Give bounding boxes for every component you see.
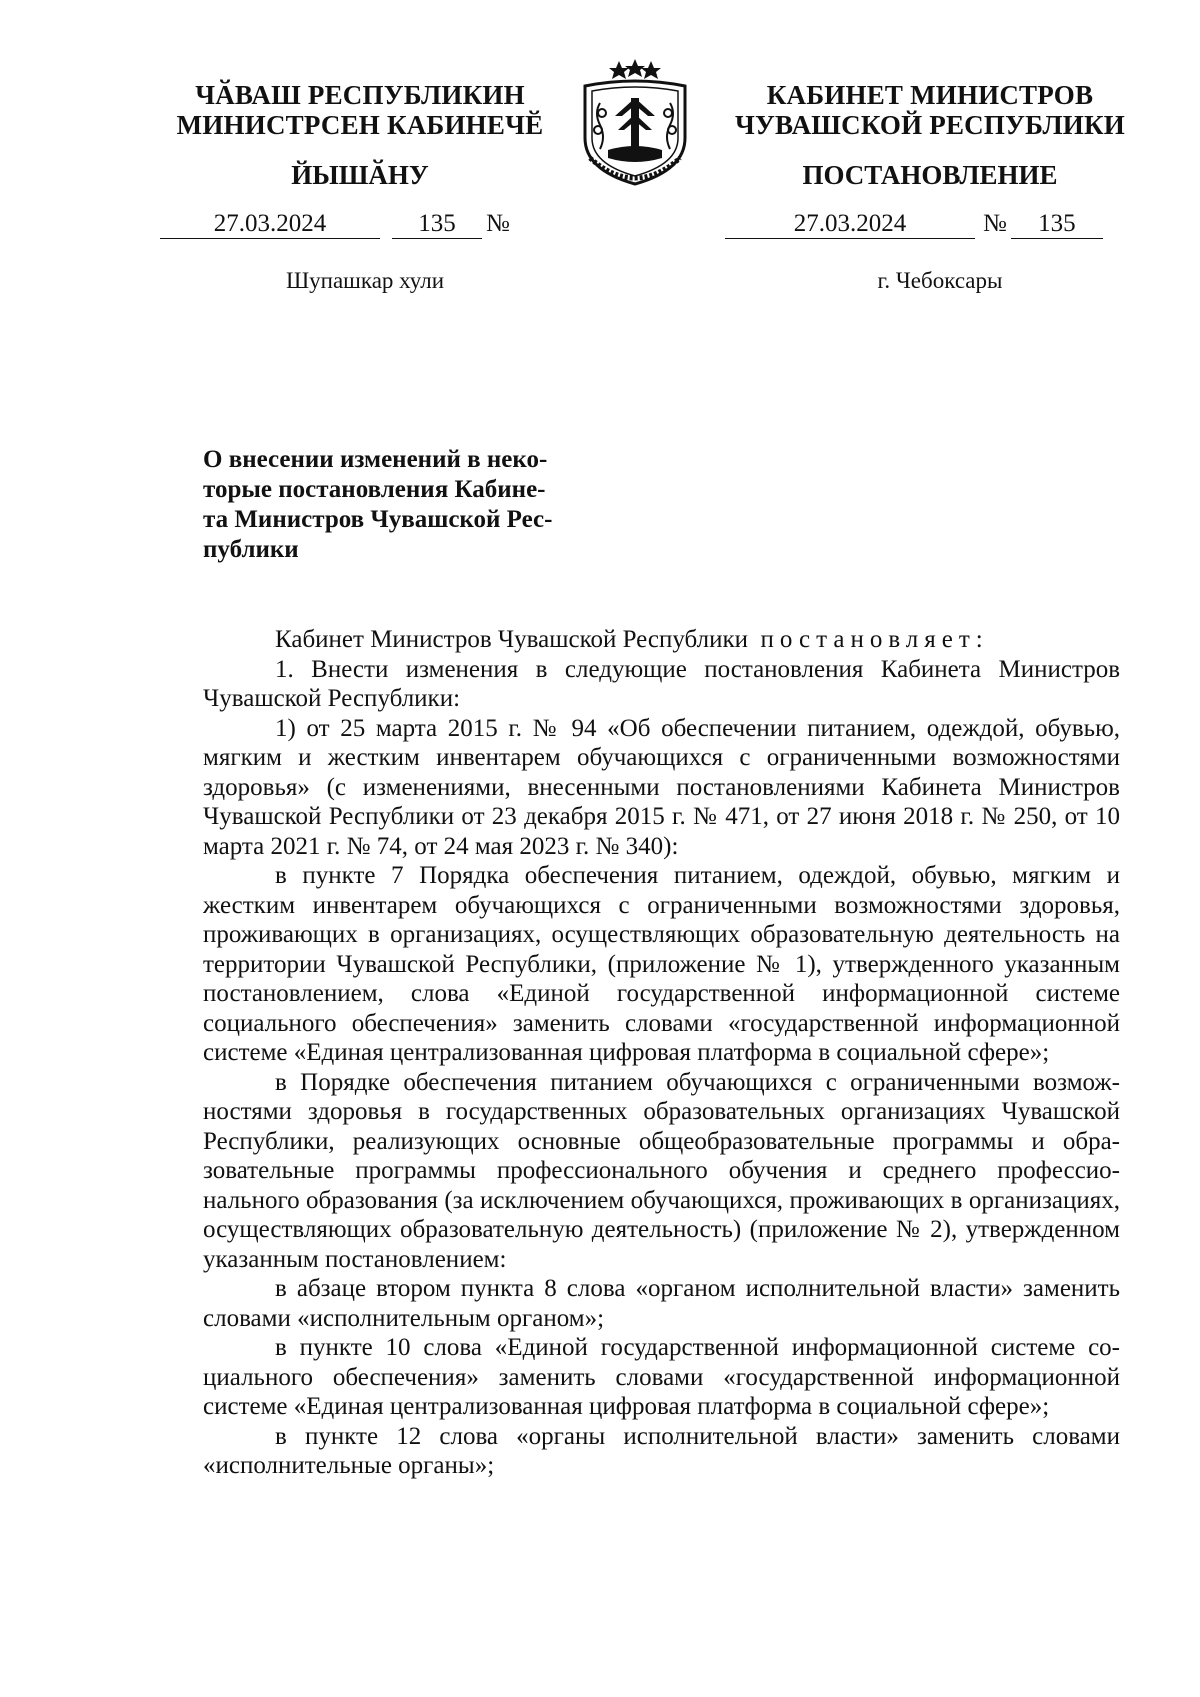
doc-type-russian: ПОСТАНОВЛЕНИЕ — [802, 160, 1058, 190]
document-subject — [203, 445, 578, 565]
enacting-clause-verb: постановляет: — [760, 626, 989, 653]
body-paragraph: в Порядке обеспечения питанием обучающихся с ограниченными возможностями здоровья в государственных образовательных организациях Чувашской Республики, реализующих основные общеобразовательные программы и образовательные программы профессионального обучения и среднего профессионального образования (за исключением обучающихся, проживающих в организациях, осуществляющих образовательную деятельность) (приложение № 2), утвержденном указанным постановлением: — [203, 1068, 1120, 1273]
body-paragraph: в абзаце втором пункта 8 слова «органом исполнительной власти» заменить словами «исполнительным органом»; — [203, 1275, 1120, 1332]
registration-right — [725, 210, 1103, 239]
date-field-left: 27.03.2024 — [160, 210, 380, 239]
subject-line: О внесении изменений в неко- — [203, 446, 548, 473]
body-paragraph: в пункте 12 слова «органы исполнительной власти» заменить словами «исполнительные органы»; — [203, 1422, 1120, 1479]
doc-type-chuvash: ЙЫШӐНУ — [291, 160, 429, 190]
number-field-right: 135 — [1011, 210, 1103, 239]
subject-line: та Министров Чувашской Рес- — [203, 506, 553, 533]
header-chuvash-line2: МИНИСТРСЕН КАБИНЕЧӖ — [176, 110, 544, 140]
subject-line: торые постановления Кабине- — [203, 476, 546, 503]
coat-of-arms-emblem — [570, 58, 700, 190]
body-paragraph: 1. Внести изменения в следующие постановления Кабинета Министров Чувашской Республики: — [203, 655, 1120, 712]
number-sign-right: № — [983, 210, 1007, 237]
enacting-clause-subject: Кабинет Министров Чувашской Республики — [275, 626, 749, 653]
registration-left — [160, 210, 510, 239]
document-body — [203, 625, 1120, 1481]
date-field-right: 27.03.2024 — [725, 210, 975, 239]
header-chuvash — [160, 80, 560, 140]
subject-line: публики — [203, 536, 299, 563]
enacting-clause — [203, 625, 1120, 655]
number-field-left: 135 — [392, 210, 482, 239]
header-chuvash-line1: ЧӐВАШ РЕСПУБЛИКИН — [195, 80, 525, 110]
header-russian-line2: ЧУВАШСКОЙ РЕСПУБЛИКИ — [735, 110, 1125, 140]
body-paragraph: 1) от 25 марта 2015 г. № 94 «Об обеспечении питанием, одеждой, обувью, мягким и жестким инвентарем обучающихся с ограниченными возможностями здоровья» (с изменениями, внесенными постановлениями Кабинета Министров Чувашской Республики от 23 декабря 2015 г. № 471, от 27 июня 2018 г. № 250, от 10 марта 2021 г. № 74, от 24 мая 2023 г. № 340): — [203, 714, 1120, 860]
header-russian — [720, 80, 1140, 140]
place-russian: г. Чебоксары — [877, 268, 1003, 293]
header-russian-line1: КАБИНЕТ МИНИСТРОВ — [766, 80, 1094, 110]
place-chuvash: Шупашкар хули — [285, 268, 445, 293]
number-sign-left: № — [486, 210, 510, 237]
body-paragraph: в пункте 7 Порядка обеспечения питанием, одеждой, обувью, мягким и жестким инвентарем обучающихся с ограниченными возможностями здоровья, проживающих в организациях, осуществляющих образовательную деятельность на территории Чувашской Республики, (приложение № 1), утвержденного указанным постановлением, слова «Единой государственной информационной системе социального обеспечения» заменить словами «государственной информационной системе «Единая централизованная цифровая платформа в социальной сфере»; — [203, 862, 1120, 1066]
body-paragraph: в пункте 10 слова «Единой государственной информационной системе социального обеспечения» заменить словами «государственной информационной системе «Единая централизованная цифровая платформа в социальной сфере»; — [203, 1334, 1120, 1420]
